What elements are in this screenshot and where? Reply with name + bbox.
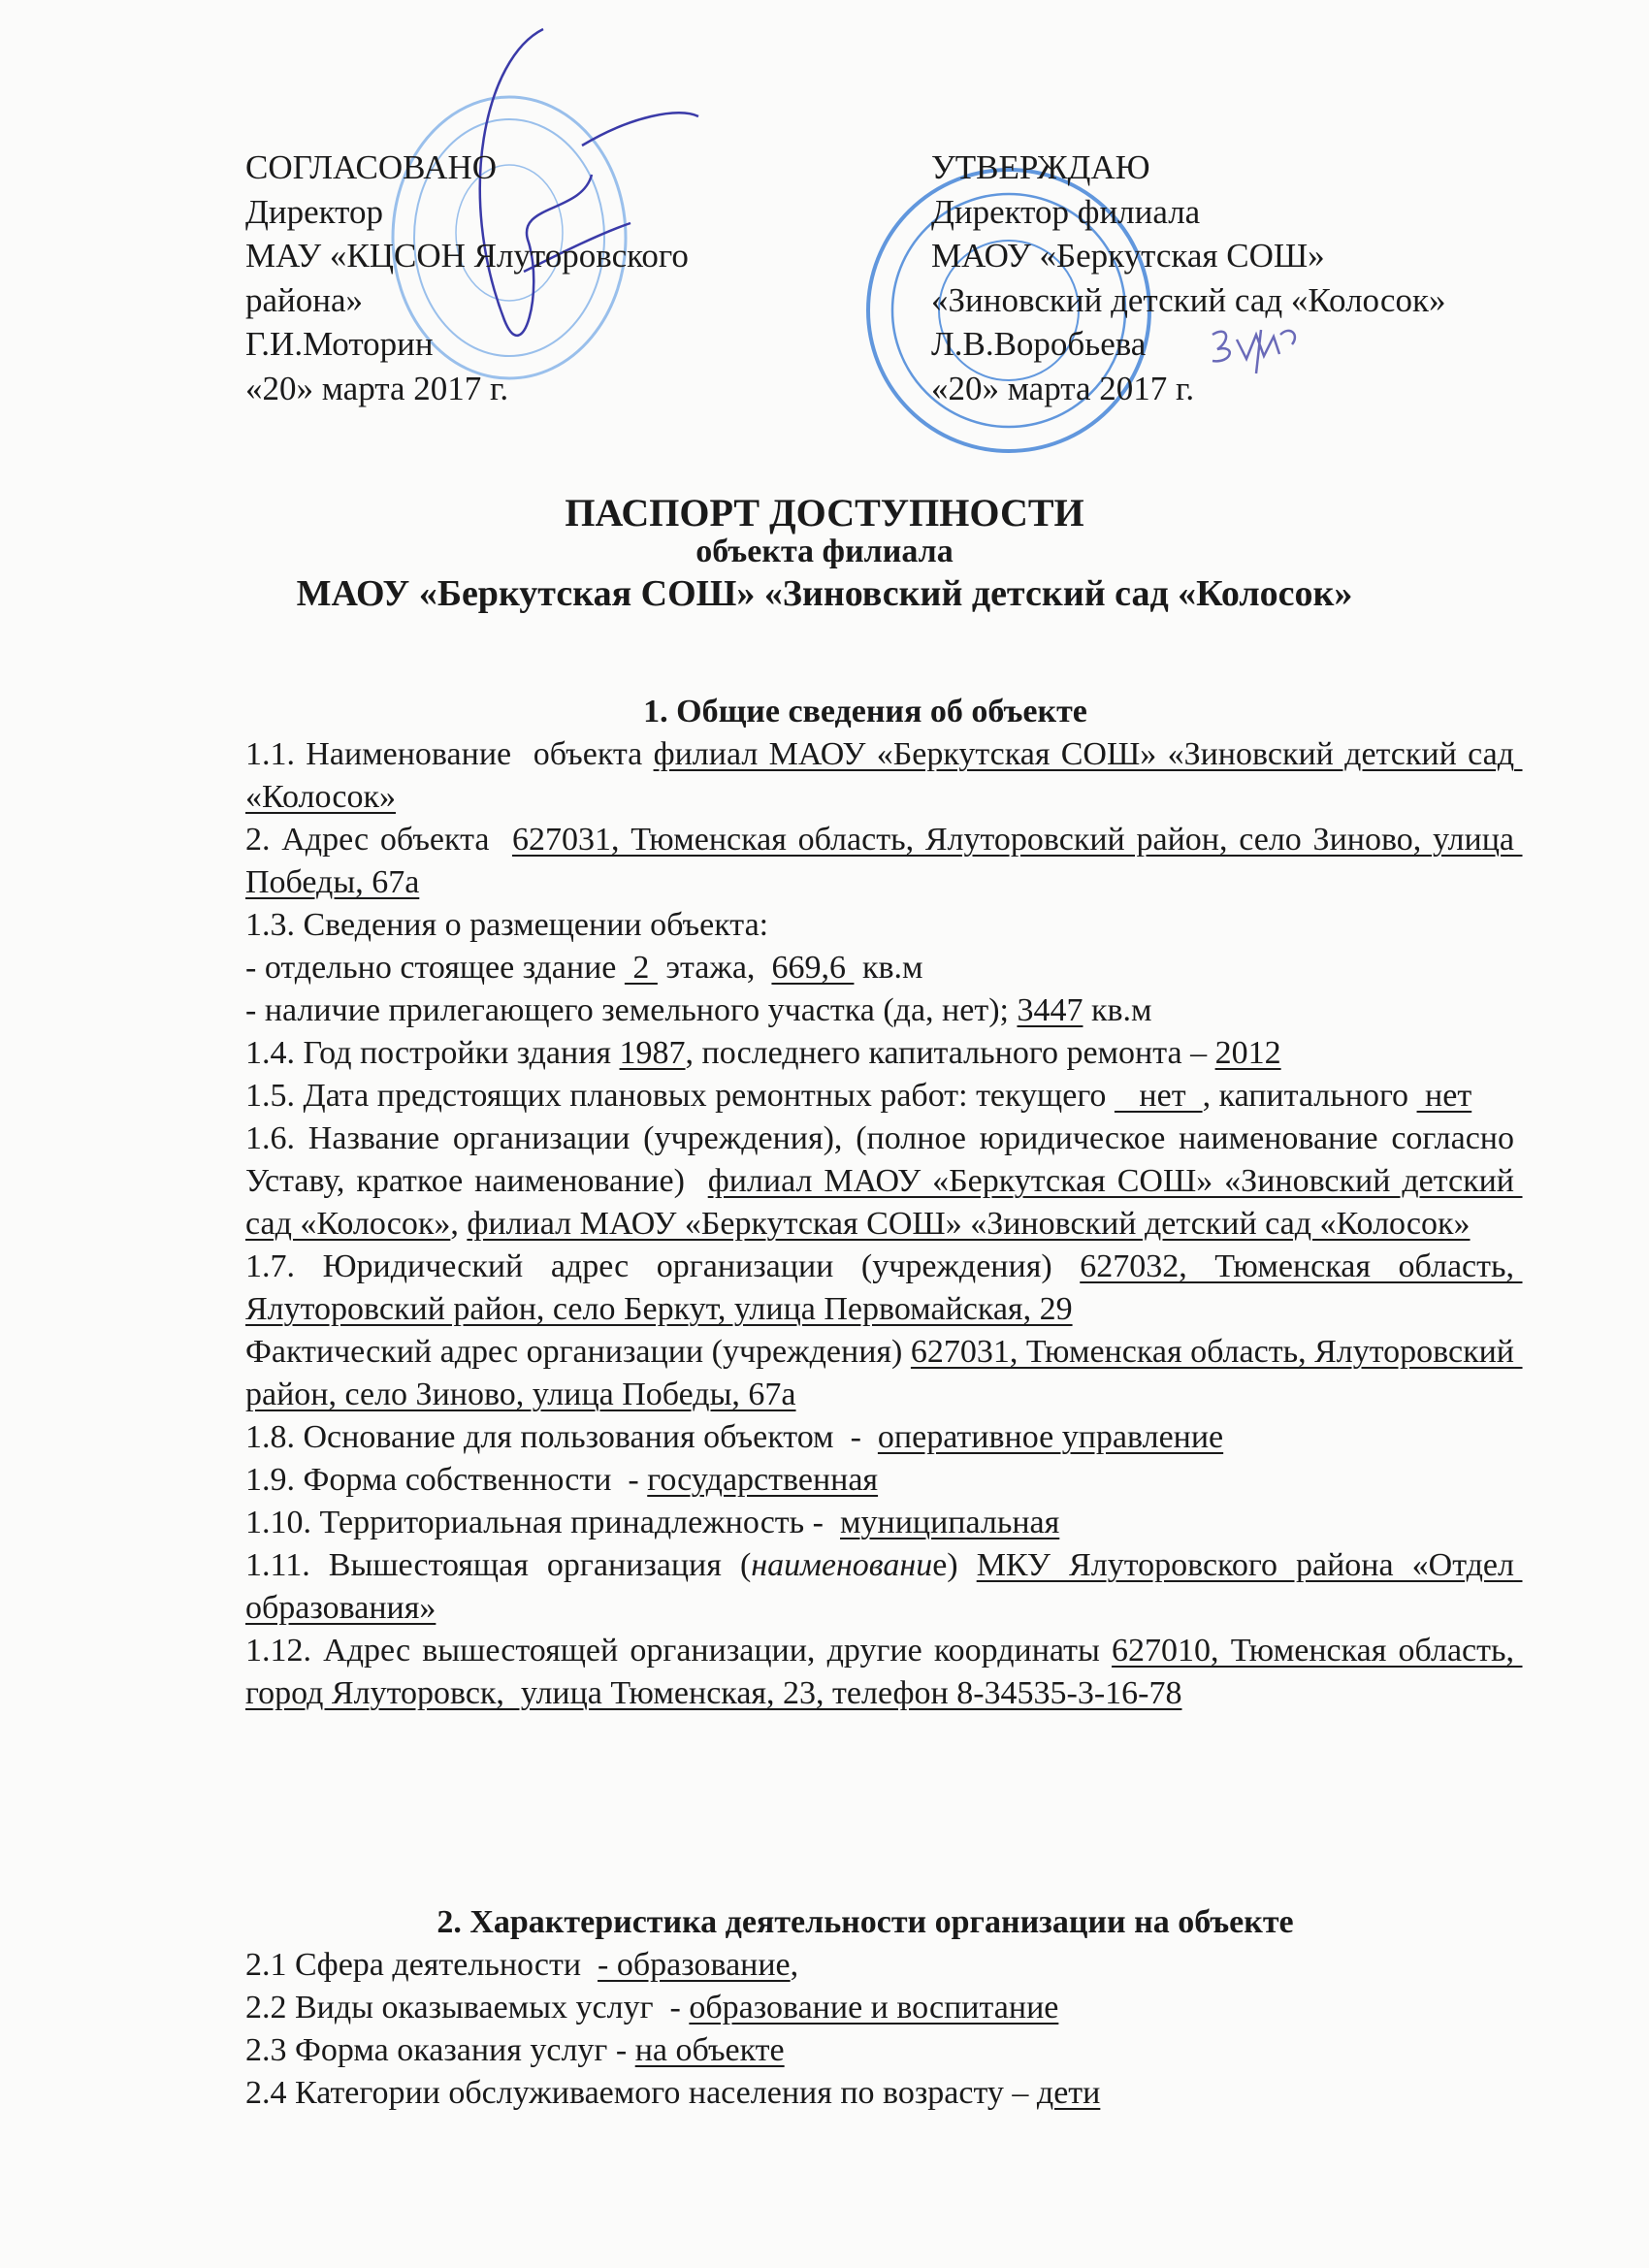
paragraph-item — [245, 1416, 1514, 1459]
document-object-name: МАОУ «Беркутская СОШ» «Зиновский детский сад «Колосок» — [296, 573, 1353, 614]
field-label: - наличие прилегающего земельного участка (да, нет); — [245, 992, 1018, 1028]
field-value: образование и воспитание — [689, 1990, 1059, 2025]
approval-block-approved — [931, 146, 1445, 410]
agreed-organization-cont: района» — [245, 280, 364, 319]
field-value: муниципальная — [840, 1505, 1060, 1540]
paragraph-item — [245, 2029, 1514, 2072]
paragraph-item — [245, 1944, 1514, 1987]
field-label: наименовани — [751, 1547, 933, 1583]
paragraph-item — [245, 2072, 1514, 2115]
field-label: кв.м — [854, 950, 923, 986]
field-value: нет — [1114, 1078, 1203, 1114]
field-label: 2.3 Форма оказания услуг - — [245, 2032, 635, 2068]
field-value: государственная — [647, 1462, 879, 1498]
paragraph-item — [245, 904, 1514, 947]
field-value: филиал МАОУ «Беркутская СОШ» «Зиновский детский сад «Колосок» — [245, 736, 1523, 815]
paragraph-item — [245, 1544, 1523, 1630]
paragraph-item — [245, 1502, 1514, 1544]
approved-date: «20» марта 2017 г. — [931, 369, 1195, 407]
paragraph-item — [245, 1630, 1523, 1715]
field-value: МКУ Ялуторовского района «Отдел образования» — [245, 1547, 1523, 1626]
agreed-signatory: Г.И.Моторин — [245, 325, 434, 363]
field-label: кв.м — [1083, 992, 1152, 1028]
field-value: 627031, Тюменская область, Ялуторовский район, село Зиново, улица Победы, 67а — [245, 1334, 1523, 1412]
field-label: 2.4 Категории обслуживаемого населения по возрасту – — [245, 2075, 1037, 2111]
field-value: филиал МАОУ «Беркутская СОШ» «Зиновский детский сад «Колосок» — [245, 1163, 1523, 1242]
field-value: 627032, Тюменская область, Ялуторовский район, село Беркут, улица Первомайская, 29 — [245, 1248, 1523, 1327]
approved-title: УТВЕРЖДАЮ — [931, 148, 1150, 186]
agreed-position: Директор — [245, 192, 384, 231]
section-1-paragraphs — [245, 733, 1523, 1715]
field-label: 2.2 Виды оказываемых услуг - — [245, 1990, 690, 2025]
field-label: , — [450, 1206, 468, 1242]
field-value: 627010, Тюменская область, город Ялуторовск, улица Тюменская, 23, телефон 8-34535-3-16-78 — [245, 1633, 1523, 1711]
field-label: 1.3. Сведения о размещении объекта: — [245, 907, 769, 943]
field-label: , капитального — [1202, 1078, 1417, 1114]
field-label: этажа, — [657, 950, 772, 986]
field-label: , последнего капитального ремонта – — [685, 1035, 1215, 1071]
field-label: - отдельно стоящее здание — [245, 950, 625, 986]
field-value: 669,6 — [771, 950, 855, 986]
field-label: 1.1. Наименование объекта — [245, 736, 654, 772]
field-value: 2012 — [1214, 1035, 1281, 1071]
field-value: дети — [1036, 2075, 1101, 2111]
field-label: 1.8. Основание для пользования объектом - — [245, 1419, 878, 1455]
approved-position: Директор филиала — [931, 192, 1201, 231]
field-label: 1.10. Территориальная принадлежность - — [245, 1505, 840, 1540]
approved-organization: МАОУ «Беркутская СОШ» — [931, 237, 1325, 275]
approved-signatory: Л.В.Воробьева — [931, 325, 1147, 363]
paragraph-item — [245, 947, 1514, 989]
document-subtitle: объекта филиала — [695, 534, 954, 569]
paragraph-item — [245, 1246, 1523, 1331]
field-value: 3447 — [1017, 992, 1083, 1028]
field-value: оперативное управление — [877, 1419, 1224, 1455]
section-1-heading: 1. Общие сведения об объекте — [643, 694, 1087, 729]
approval-block-agreed — [245, 146, 689, 410]
paragraph-item — [245, 1459, 1514, 1502]
field-value: на объекте — [634, 2032, 785, 2068]
field-label: 1.6. Название организации (учреждения), (полное юридическое наименование согласно Уставу, краткое наименование) — [245, 1120, 1523, 1199]
field-label: е) — [932, 1547, 977, 1583]
field-label: 1.11. Вышестоящая организация ( — [245, 1547, 752, 1583]
agreed-date: «20» марта 2017 г. — [245, 369, 509, 407]
section-2-heading: 2. Характеристика деятельности организации на объекте — [436, 1904, 1294, 1940]
field-label: 1.5. Дата предстоящих плановых ремонтных работ: текущего — [245, 1078, 1115, 1114]
paragraph-item — [245, 819, 1523, 904]
field-label: 1.12. Адрес вышестоящей организации, другие координаты — [245, 1633, 1113, 1669]
field-label: , — [790, 1947, 799, 1983]
paragraph-item — [245, 1118, 1523, 1246]
section-2-paragraphs — [245, 1944, 1514, 2115]
paragraph-item — [245, 1331, 1523, 1416]
approved-organization-cont: «Зиновский детский сад «Колосок» — [931, 280, 1446, 319]
document-title: ПАСПОРТ ДОСТУПНОСТИ — [565, 491, 1084, 535]
field-value: филиал МАОУ «Беркутская СОШ» «Зиновский детский сад «Колосок» — [467, 1206, 1471, 1242]
field-value: нет — [1416, 1078, 1472, 1114]
paragraph-item — [245, 1987, 1514, 2029]
field-value: 627031, Тюменская область, Ялуторовский район, село Зиново, улица Победы, 67а — [245, 822, 1523, 900]
section-activity — [245, 1901, 1514, 2115]
field-value: 2 — [624, 950, 658, 986]
field-label: 1.4. Год постройки здания — [245, 1035, 620, 1071]
field-label: 2.1 Сфера деятельности — [245, 1947, 598, 1983]
paragraph-item — [245, 1032, 1514, 1075]
field-label: 1.7. Юридический адрес организации (учреждения) — [245, 1248, 1081, 1284]
agreed-title: СОГЛАСОВАНО — [245, 148, 498, 186]
agreed-organization: МАУ «КЦСОН Ялуторовского — [245, 237, 689, 275]
paragraph-item — [245, 989, 1514, 1032]
field-value: 1987 — [619, 1035, 686, 1071]
section-general-info — [245, 691, 1523, 1715]
field-label: 1.9. Форма собственности - — [245, 1462, 648, 1498]
field-label: Фактический адрес организации (учреждения) — [245, 1334, 911, 1370]
paragraph-item — [245, 1075, 1514, 1118]
field-value: - образование — [598, 1947, 791, 1983]
paragraph-item — [245, 733, 1523, 819]
field-label: 2. Адрес объекта — [245, 822, 512, 858]
